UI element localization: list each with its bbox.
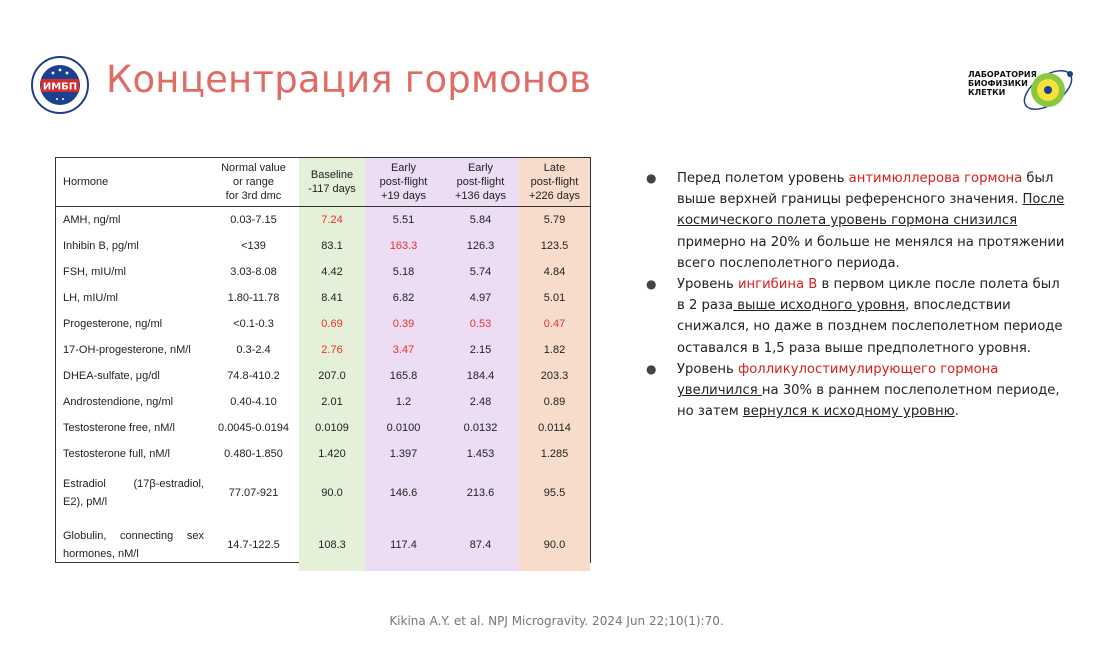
slide-title: Концентрация гормонов <box>106 58 592 101</box>
cell-late-226: 203.3 <box>519 363 590 389</box>
table-row <box>56 311 590 337</box>
cell-early-19: 165.8 <box>365 363 442 389</box>
cell-baseline: 0.0109 <box>299 415 365 441</box>
cell-late-226: 0.89 <box>519 389 590 415</box>
cell-baseline: 8.41 <box>299 285 365 311</box>
cell-icon <box>1018 58 1078 122</box>
table-row <box>56 337 590 363</box>
finding-fsh: ● Уровень фолликулостимулирующего гормона увеличился на 30% в раннем послеполетном периоде, но затем вернулся к исходному уровню. <box>646 359 1066 423</box>
cell-baseline: 2.01 <box>299 389 365 415</box>
cell-baseline: 207.0 <box>299 363 365 389</box>
cell-early-19: 3.47 <box>365 337 442 363</box>
row-name: Inhibin B, pg/ml <box>63 239 139 252</box>
cell-baseline: 83.1 <box>299 233 365 259</box>
cell-normal: 3.03-8.08 <box>230 265 277 278</box>
bullet-dot-icon: ● <box>646 361 657 376</box>
findings-list <box>646 168 1066 422</box>
cell-early-136: 5.84 <box>442 207 519 233</box>
row-name: FSH, mIU/ml <box>63 265 126 278</box>
bullet-dot-icon: ● <box>646 277 657 292</box>
table-row <box>56 207 590 233</box>
cell-early-19: 1.2 <box>365 389 442 415</box>
table-row <box>56 441 590 467</box>
cell-early-19: 1.397 <box>365 441 442 467</box>
cell-normal: 77.07-921 <box>228 486 279 499</box>
cell-early-136: 2.48 <box>442 389 519 415</box>
row-name: AMH, ng/ml <box>63 213 121 226</box>
cell-early-136: 1.453 <box>442 441 519 467</box>
cell-early-19: 5.51 <box>365 207 442 233</box>
cell-baseline: 2.76 <box>299 337 365 363</box>
header-normal: Normal value or range for 3rd dmc <box>221 162 286 202</box>
cell-baseline: 7.24 <box>299 207 365 233</box>
cell-early-136: 87.4 <box>442 519 519 571</box>
cell-late-226: 90.0 <box>519 519 590 571</box>
cell-normal: 0.40-4.10 <box>230 395 277 408</box>
row-name: Progesterone, ng/ml <box>63 317 163 330</box>
cell-normal: 74.8-410.2 <box>227 369 280 382</box>
cell-early-19: 6.82 <box>365 285 442 311</box>
cell-baseline: 90.0 <box>299 467 365 519</box>
row-name: Globulin, connecting sex hormones, nM/l <box>63 529 204 560</box>
row-name: Testosterone free, nM/l <box>63 421 175 434</box>
header-early-19: Early post-flight +19 days <box>365 158 442 207</box>
cell-early-136: 0.53 <box>442 311 519 337</box>
cell-baseline: 4.42 <box>299 259 365 285</box>
header-early-136: Early post-flight +136 days <box>442 158 519 207</box>
cell-normal: 0.0045-0.0194 <box>218 421 289 434</box>
cell-baseline: 0.69 <box>299 311 365 337</box>
cell-late-226: 1.82 <box>519 337 590 363</box>
table-row <box>56 363 590 389</box>
cell-early-136: 184.4 <box>442 363 519 389</box>
hormone-table <box>55 157 591 563</box>
cell-normal: 1.80-11.78 <box>227 291 280 304</box>
cell-late-226: 5.01 <box>519 285 590 311</box>
bullet-dot-icon: ● <box>646 171 657 185</box>
cell-late-226: 123.5 <box>519 233 590 259</box>
finding-inhibin: ● Уровень ингибина В в первом цикле после полета был в 2 раза выше исходного уровня, впоследствии снижался, но даже в позднем послеполетном периоде оставался в 1,5 раза выше предполетного уровня. <box>646 274 1066 359</box>
cell-early-19: 163.3 <box>365 233 442 259</box>
cell-early-136: 2.15 <box>442 337 519 363</box>
lab-logo <box>968 58 1080 122</box>
cell-late-226: 0.0114 <box>519 415 590 441</box>
row-name: Estradiol (17β-estradiol, E2), pM/l <box>63 477 204 508</box>
cell-normal: 0.3-2.4 <box>236 343 271 356</box>
cell-early-19: 0.0100 <box>365 415 442 441</box>
table-row <box>56 415 590 441</box>
table-row <box>56 467 590 519</box>
cell-early-136: 4.97 <box>442 285 519 311</box>
row-name: 17-OH-progesterone, nM/l <box>63 343 191 356</box>
finding-amh: ● Перед полетом уровень антимюллерова гормона был выше верхней границы референсного значения. После космического полета уровень гормона снизился примерно на 20% и больше не менялся на протяжении всего послеполетного периода. <box>646 168 1066 274</box>
row-name: LH, mIU/ml <box>63 291 118 304</box>
cell-early-136: 213.6 <box>442 467 519 519</box>
cell-early-19: 5.18 <box>365 259 442 285</box>
header-baseline: Baseline -117 days <box>299 158 365 207</box>
lab-logo-text: ЛАБОРАТОРИЯ БИОФИЗИКИ КЛЕТКИ <box>968 70 1037 97</box>
citation: Kikina A.Y. et al. NPJ Microgravity. 2024 Jun 22;10(1):70. <box>389 614 724 628</box>
cell-normal: <0.1-0.3 <box>233 317 274 330</box>
cell-late-226: 0.47 <box>519 311 590 337</box>
cell-normal: 14.7-122.5 <box>227 538 280 551</box>
cell-early-136: 0.0132 <box>442 415 519 441</box>
cell-normal: 0.480-1.850 <box>224 447 283 460</box>
cell-normal: <139 <box>241 239 266 252</box>
imbp-logo <box>27 55 93 115</box>
svg-text:ИМБП: ИМБП <box>42 81 78 93</box>
table-row <box>56 285 590 311</box>
cell-early-19: 0.39 <box>365 311 442 337</box>
cell-early-136: 5.74 <box>442 259 519 285</box>
row-name: DHEA-sulfate, μg/dl <box>63 369 160 382</box>
table-header-row <box>56 158 590 207</box>
cell-early-19: 146.6 <box>365 467 442 519</box>
header-hormone: Hormone <box>63 176 109 188</box>
table-row <box>56 519 590 571</box>
table-row <box>56 259 590 285</box>
row-name: Testosterone full, nM/l <box>63 447 170 460</box>
cell-late-226: 4.84 <box>519 259 590 285</box>
row-name: Androstendione, ng/ml <box>63 395 174 408</box>
header-late-226: Late post-flight +226 days <box>519 158 590 207</box>
table-row <box>56 389 590 415</box>
cell-late-226: 5.79 <box>519 207 590 233</box>
cell-late-226: 95.5 <box>519 467 590 519</box>
cell-late-226: 1.285 <box>519 441 590 467</box>
cell-early-19: 117.4 <box>365 519 442 571</box>
cell-baseline: 1.420 <box>299 441 365 467</box>
table-row <box>56 233 590 259</box>
cell-early-136: 126.3 <box>442 233 519 259</box>
cell-baseline: 108.3 <box>299 519 365 571</box>
cell-normal: 0.03-7.15 <box>230 213 277 226</box>
